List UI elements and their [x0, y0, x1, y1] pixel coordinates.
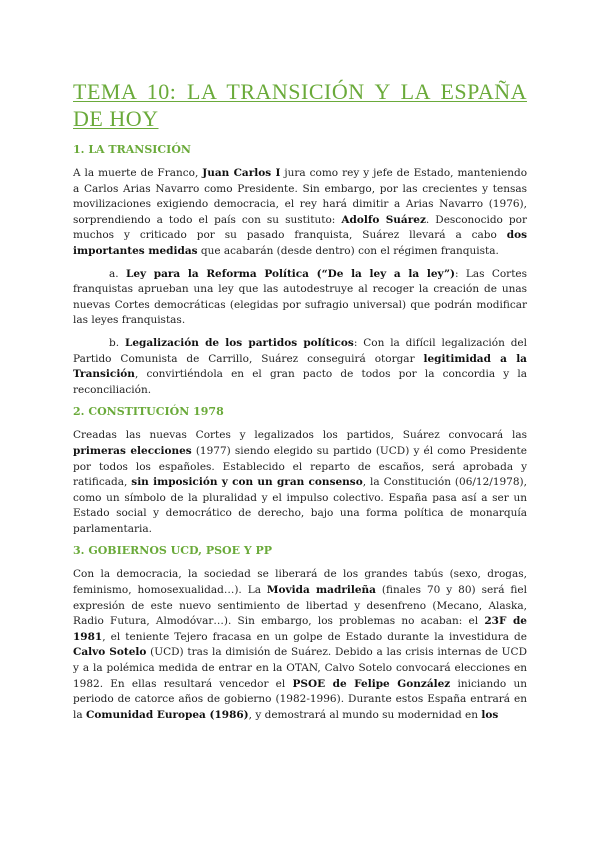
bold-term: 23F de 1981 [73, 615, 527, 643]
text-run: , el teniente Tejero fracasa en un golpe de Estado durante la investidura de [102, 630, 527, 643]
bold-term: los [481, 708, 499, 721]
text-run: iniciando un periodo de catorce años de gobierno (1982-1996). Durante estos España entrará en la [73, 677, 527, 721]
section-heading-gobiernos: 3. GOBIERNOS UCD, PSOE Y PP [73, 544, 273, 558]
bold-term: legitimidad a la Transición [73, 352, 527, 381]
text-run: Con la democracia, la sociedad se liberará de los grandes tabús (sexo, drogas, feminismo, homosexualidad…). La [73, 568, 527, 597]
text-run: jura como rey y jefe de Estado, manteniendo a Carlos Arias Navarro como Presidente. Sin embargo, por las crecientes y tensas movilizaciones exigiendo democracia, el rey hará dimitir a Arias Navarro (1976), sorprendiendo a todo el país con su sustituto: [73, 167, 528, 226]
bold-term: primeras elecciones [73, 444, 192, 457]
paragraph-ley-reforma [73, 267, 527, 329]
bold-term: Adolfo Suárez [341, 213, 426, 226]
text-run: : Las Cortes franquistas aprueban una ley que las autodestruye al recoger la creación de unas nuevas Cortes democráticas (elegidas por sufragio universal) que podrán modificar las leyes franquistas. [73, 267, 528, 327]
bold-term: Comunidad Europea (1986) [85, 708, 249, 721]
text-run: A la muerte de Franco, [73, 167, 203, 179]
bold-term: Calvo Sotelo [73, 646, 147, 659]
list-marker: b. [109, 336, 125, 349]
text-run: , y demostrará al mundo su modernidad en [248, 708, 482, 721]
text-run: que acabarán (desde dentro) con el régimen franquista. [197, 244, 499, 257]
paragraph-transicion-intro [73, 166, 527, 260]
bold-term: Movida madrileña [266, 584, 376, 597]
text-run: : Con la difícil legalización del Partido Comunista de Carrillo, Suárez conseguirá otorgar [73, 336, 528, 365]
list-marker: a. [109, 267, 126, 280]
paragraph-constitucion [73, 428, 527, 537]
text-run: Creadas las nuevas Cortes y legalizados los partidos, Suárez convocará las [73, 429, 527, 442]
bold-term: Ley para la Reforma Política (“De la ley a la ley”) [125, 267, 455, 280]
text-run: . Desconocido por muchos y criticado por su pasado franquista, Suárez llevará a cabo [73, 213, 527, 242]
text-run: (1977) siendo elegido su partido (UCD) y él como Presidente por todos los españoles. Establecido el reparto de escaños, será aprobada y ratificada, [73, 444, 527, 489]
text-run: (UCD) tras la dimisión de Suárez. Debido a las crisis internas de UCD y a la polémica medida de entrar en la OTAN, Calvo Sotelo convocará elecciones en 1982. En ellas resultará vencedor el [73, 646, 527, 690]
bold-term: Juan Carlos I [202, 167, 281, 179]
text-run: (finales 70 y 80) será fiel expresión de este nuevo sentimiento de libertad y desenfreno (Mecano, Alaska, Radio Futura, Almodóvar…). Sin embargo, los problemas no acaban: el [73, 584, 528, 628]
page-title: TEMA 10: LA TRANSICIÓN Y LA ESPAÑA DE HOY [73, 79, 527, 131]
text-run: , convirtiéndola en el gran pacto de todos por la concordia y la reconciliación. [73, 368, 527, 396]
text-run: , la Constitución (06/12/1978), como un símbolo de la pluralidad y el impulso colectivo. España pasa así a ser un Estado social y democrático de derecho, bajo una forma política de monarquía parlamentaria. [73, 476, 527, 535]
section-heading-transicion: 1. LA TRANSICIÓN [73, 143, 191, 156]
bold-term: sin imposición y con un gran consenso [131, 476, 363, 489]
bold-term: dos importantes medidas [73, 229, 527, 257]
bold-term: Legalización de los partidos políticos [124, 336, 354, 349]
section-heading-constitucion: 2. CONSTITUCIÓN 1978 [73, 405, 224, 419]
paragraph-gobiernos [73, 567, 527, 723]
paragraph-legalizacion-partidos [73, 336, 527, 398]
bold-term: PSOE de Felipe González [292, 677, 451, 690]
